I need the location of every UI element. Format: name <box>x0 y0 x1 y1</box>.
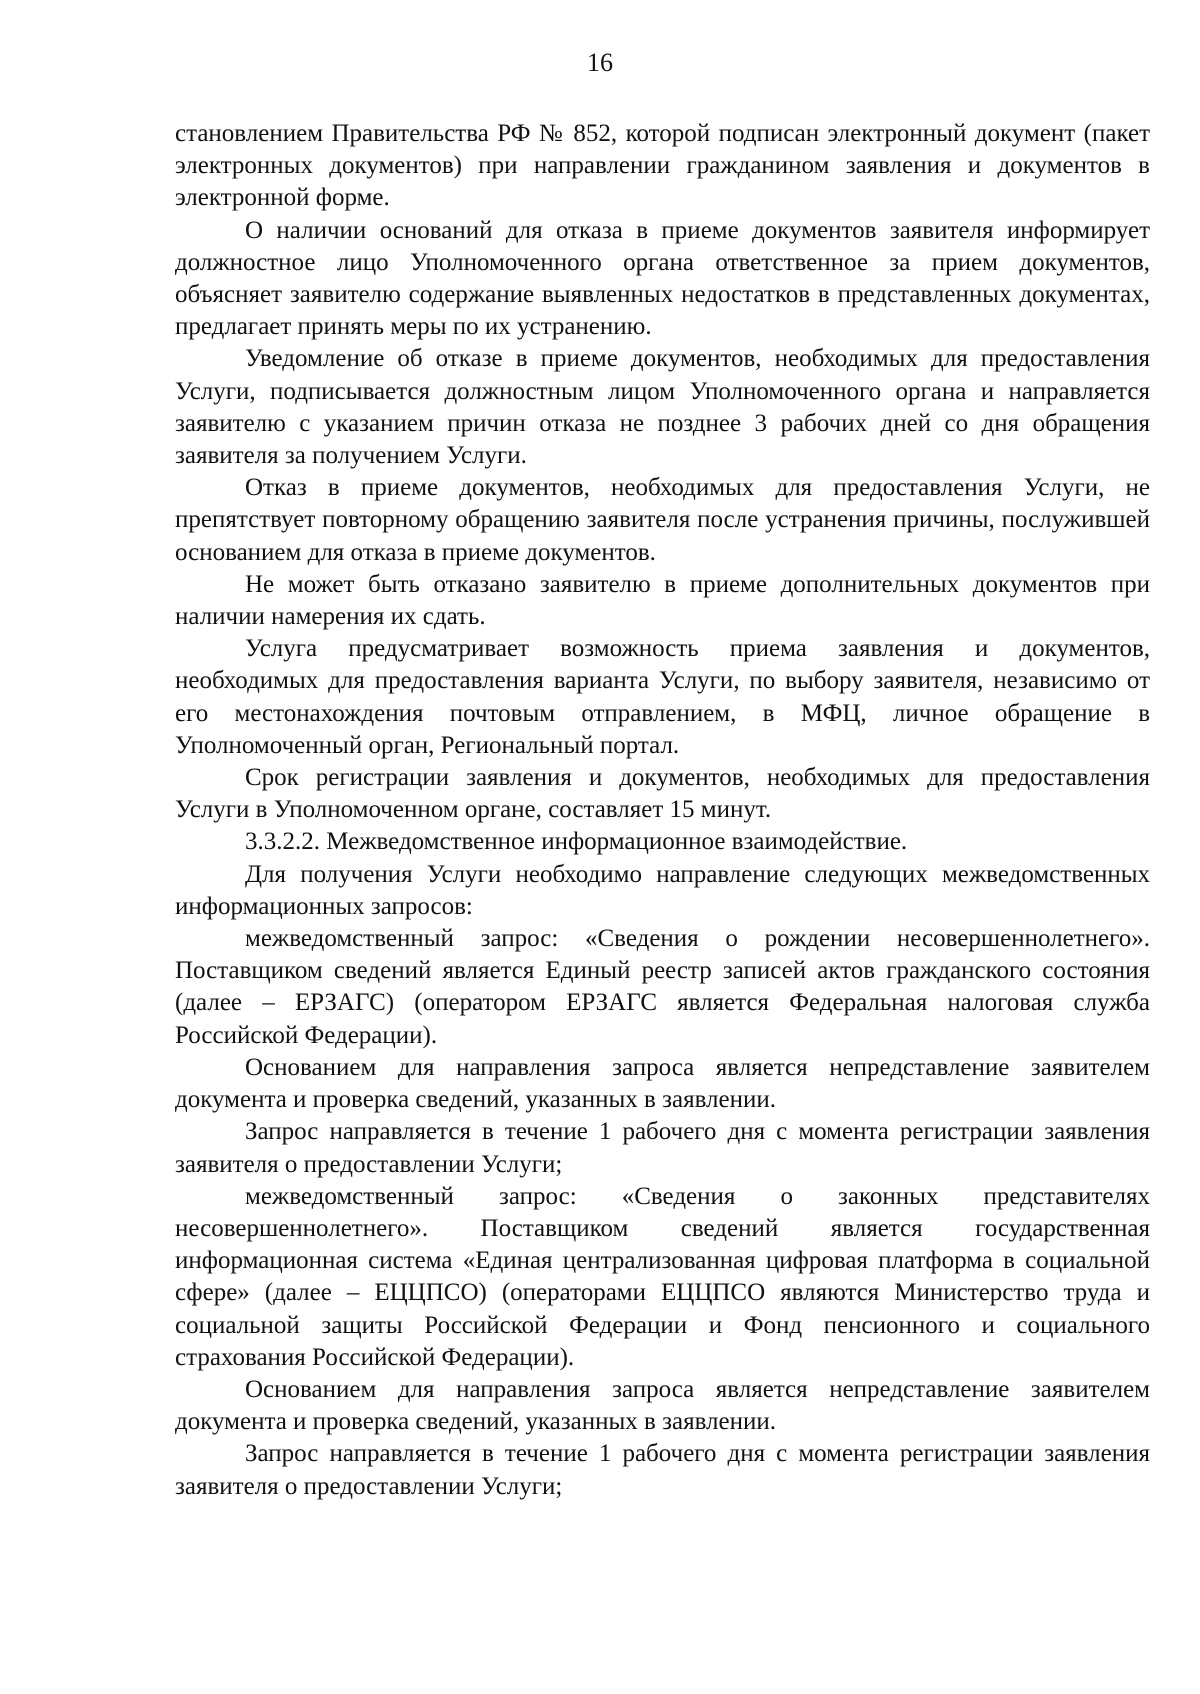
paragraph: О наличии оснований для отказа в приеме документов заявителя информирует должностное лицо Уполномоченного органа ответственное за прием документов, объясняет заявителю содержание выявленных недостатков в представленных документах, предлагает принять меры по их устранению. <box>175 216 1150 341</box>
paragraph: Запрос направляется в течение 1 рабочего дня с момента регистрации заявления заявителя о предоставлении Услуги; <box>175 1440 1150 1500</box>
paragraph: Запрос направляется в течение 1 рабочего дня с момента регистрации заявления заявителя о предоставлении Услуги; <box>175 1118 1150 1178</box>
paragraph: Уведомление об отказе в приеме документов, необходимых для предоставления Услуги, подписывается должностным лицом Уполномоченного органа и направляется заявителю с указанием причин отказа не позднее 3 рабочих дней со дня обращения заявителя за получением Услуги. <box>175 345 1150 470</box>
paragraph: Отказ в приеме документов, необходимых для предоставления Услуги, не препятствует повторному обращению заявителя после устранения причины, послужившей основанием для отказа в приеме документов. <box>175 474 1150 566</box>
paragraph: Для получения Услуги необходимо направление следующих межведомственных информационных запросов: <box>175 860 1150 920</box>
paragraph: Услуга предусматривает возможность приема заявления и документов, необходимых для предоставления варианта Услуги, по выбору заявителя, независимо от его местонахождения почтовым отправлением, в МФЦ, личное обращение в Уполномоченный орган, Региональный портал. <box>175 635 1150 759</box>
document-body <box>175 118 1150 1503</box>
paragraph: Не может быть отказано заявителю в приеме дополнительных документов при наличии намерения их сдать. <box>175 570 1150 631</box>
paragraph: межведомственный запрос: «Сведения о рождении несовершеннолетнего». Поставщиком сведений является Единый реестр записей актов гражданского состояния (далее – ЕРЗАГС) (оператором ЕРЗАГС является Федеральная налоговая служба Российской Федерации). <box>175 925 1150 1049</box>
paragraph: становлением Правительства РФ № 852, которой подписан электронный документ (пакет электронных документов) при направлении гражданином заявления и документов в электронной форме. <box>175 120 1150 212</box>
paragraph: Основанием для направления запроса является непредставление заявителем документа и проверка сведений, указанных в заявлении. <box>175 1375 1150 1436</box>
paragraph: Срок регистрации заявления и документов, необходимых для предоставления Услуги в Уполномоченном органе, составляет 15 минут. <box>175 764 1150 824</box>
page-number: 16 <box>587 48 613 77</box>
paragraph: Основанием для направления запроса является непредставление заявителем документа и проверка сведений, указанных в заявлении. <box>175 1053 1150 1114</box>
paragraph: межведомственный запрос: «Сведения о законных представителях несовершеннолетнего». Поставщиком сведений является государственная информационная система «Единая централизованная цифровая платформа в социальной сфере» (далее – ЕЦЦПСО) (операторами ЕЦЦПСО являются Министерство труда и социальной защиты Российской Федерации и Фонд пенсионного и социального страхования Российской Федерации). <box>175 1182 1150 1371</box>
section-heading: 3.3.2.2. Межведомственное информационное взаимодействие. <box>245 828 908 856</box>
